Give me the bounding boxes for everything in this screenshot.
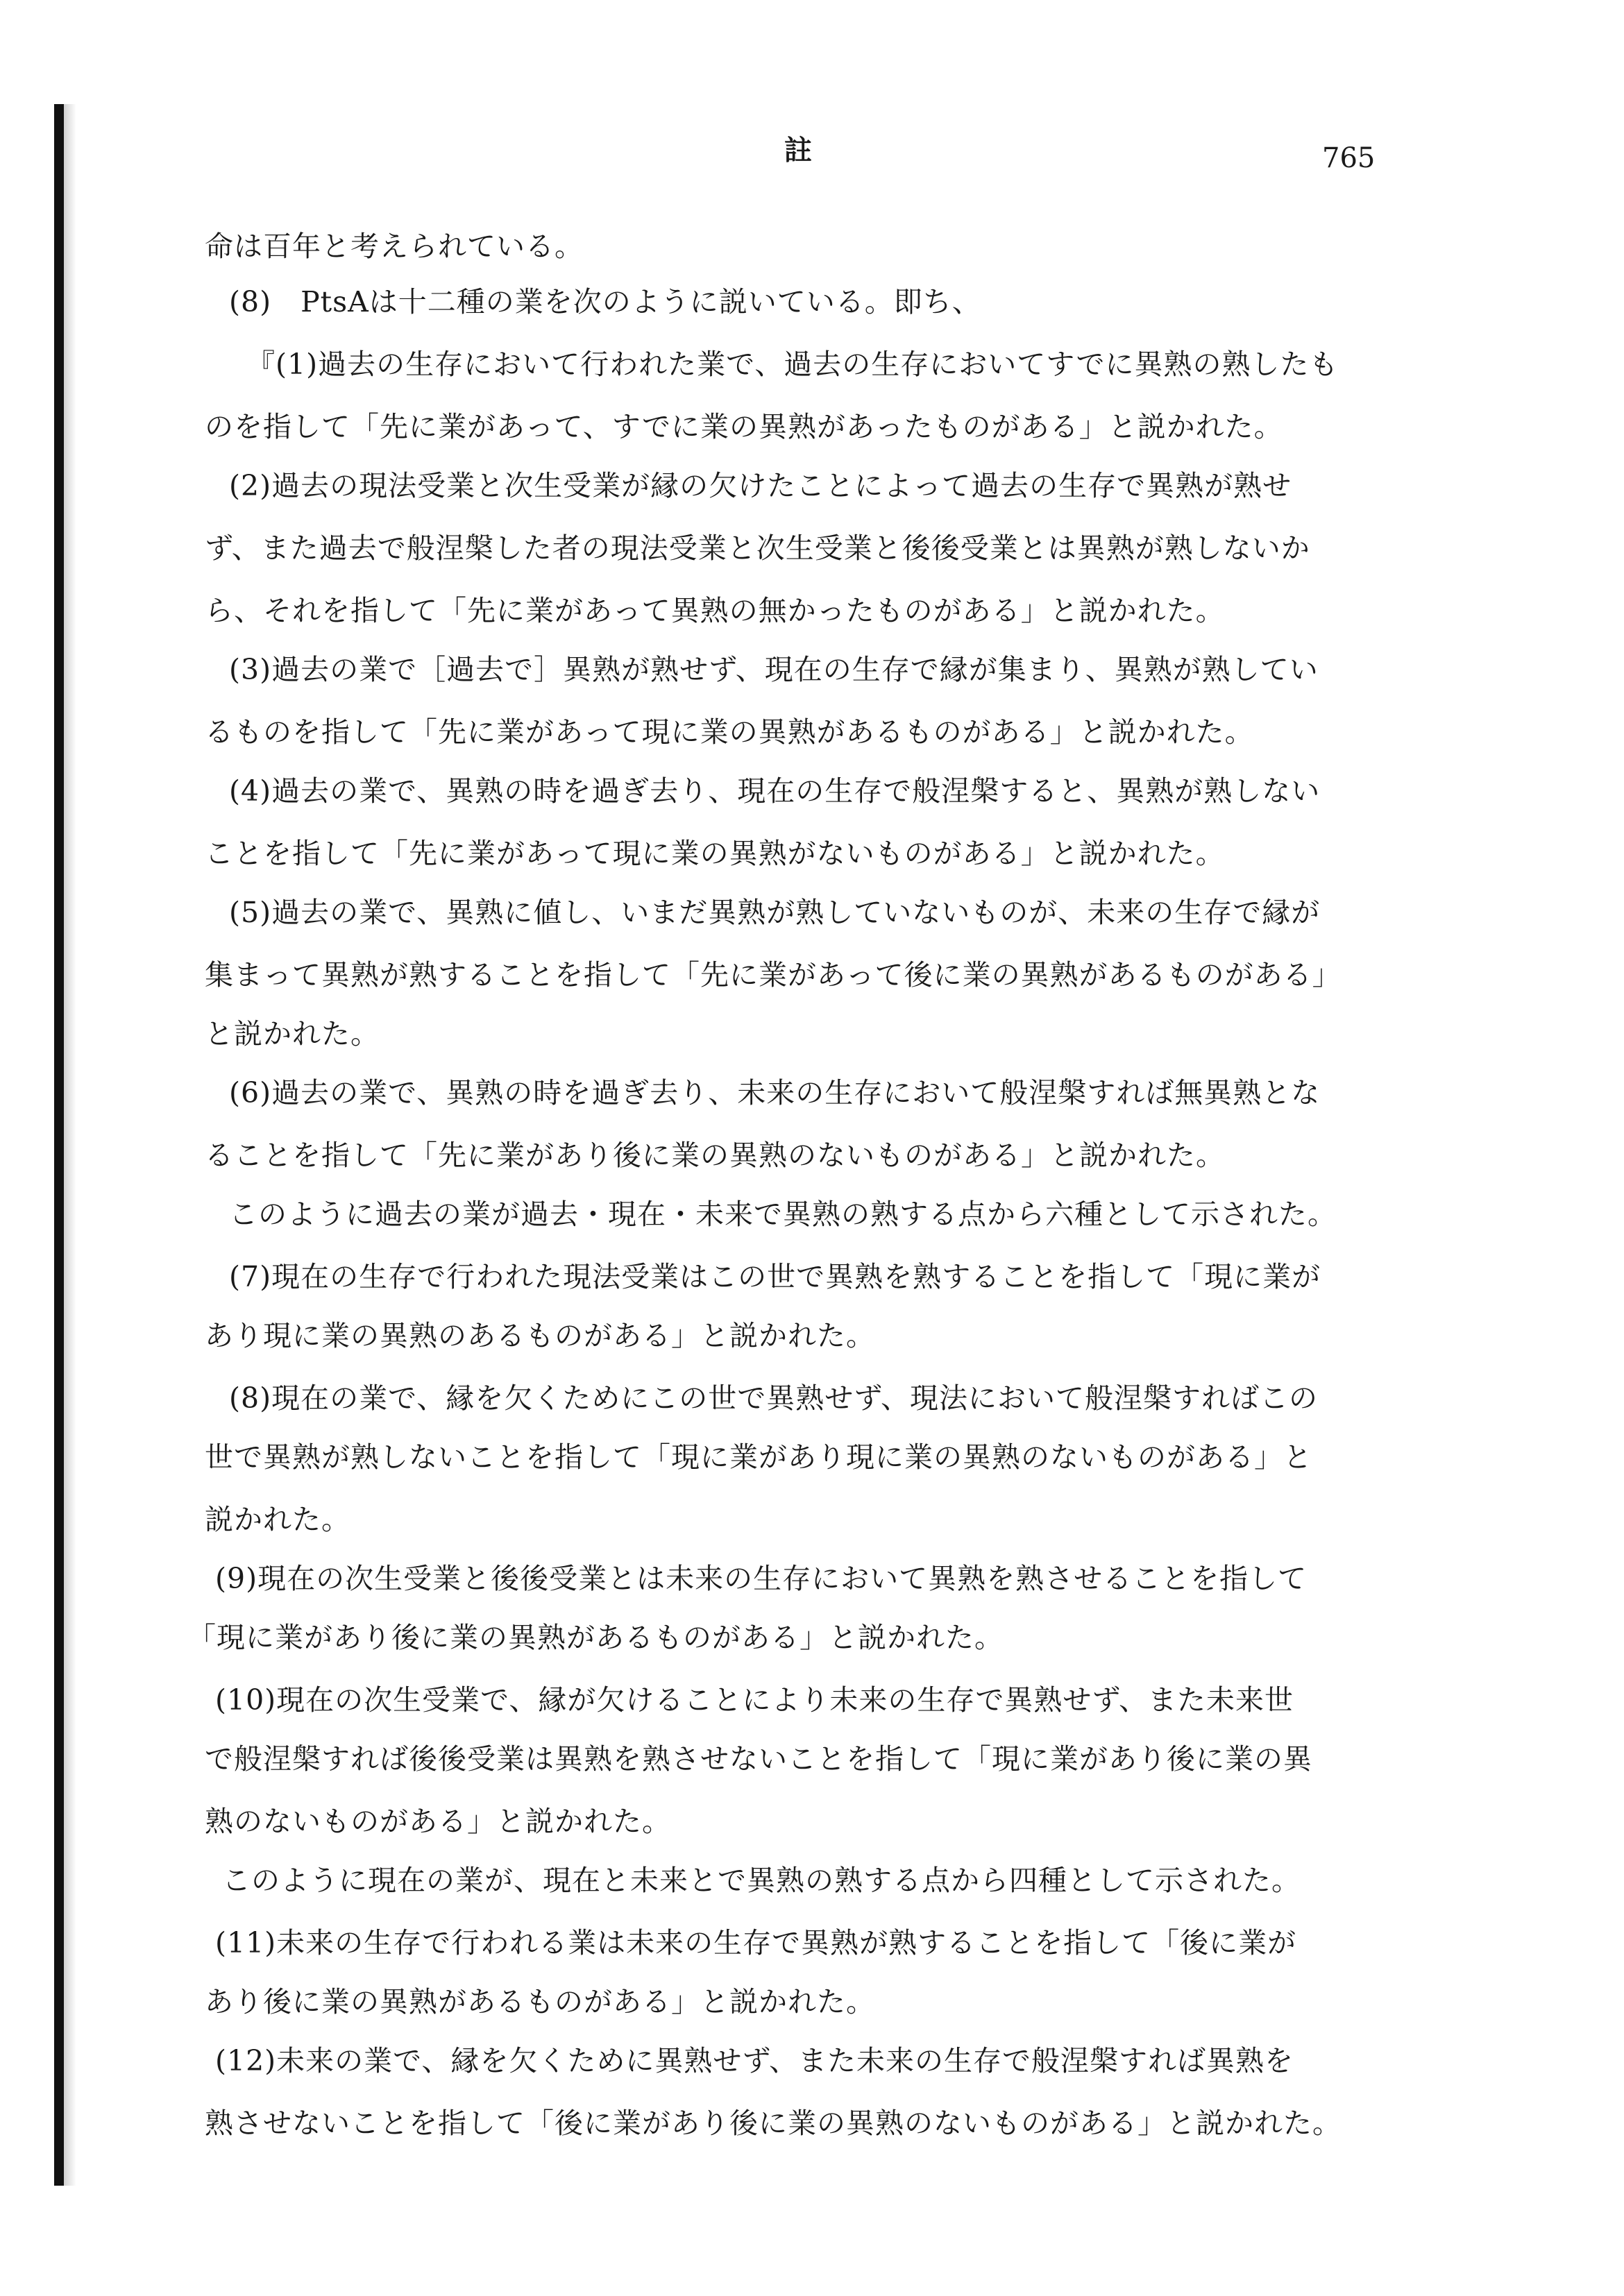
page-binding-shadow	[64, 104, 76, 2186]
text-line: (10)現在の次生受業で、縁が欠けることにより未来の生存で異熟せず、また未来世	[215, 1683, 1294, 1717]
text-line: あり後に業の異熟があるものがある」と説かれた。	[205, 1985, 875, 2018]
text-line: るものを指して「先に業があって現に業の異熟があるものがある」と説かれた。	[205, 715, 1254, 749]
text-line: ず、また過去で般涅槃した者の現法受業と次生受業と後後受業とは異熟が熟しないか	[205, 532, 1310, 565]
text-line: あり現に業の異熟のあるものがある」と説かれた。	[205, 1319, 875, 1352]
text-line: (4)過去の業で、異熟の時を過ぎ去り、現在の生存で般涅槃すると、異熟が熟しない	[229, 774, 1321, 808]
text-line: (8) PtsAは十二種の業を次のように説いている。即ち、	[229, 285, 981, 318]
page-number: 765	[1322, 142, 1376, 174]
running-header-title: 註	[784, 134, 812, 167]
text-line: (7)現在の生存で行われた現法受業はこの世で異熟を熟することを指して「現に業が	[229, 1260, 1321, 1293]
text-line: 「現に業があり後に業の異熟があるものがある」と説かれた。	[187, 1621, 1004, 1654]
text-line: (12)未来の業で、縁を欠くために異熟せず、また未来の生存で般涅槃すれば異熟を	[215, 2044, 1294, 2077]
text-line: のを指して「先に業があって、すでに業の異熟があったものがある」と説かれた。	[205, 410, 1283, 443]
text-line: 世で異熟が熟しないことを指して「現に業があり現に業の異熟のないものがある」と	[205, 1440, 1312, 1474]
text-line: 熟させないことを指して「後に業があり後に業の異熟のないものがある」と説かれた。	[205, 2107, 1342, 2140]
text-line: このように過去の業が過去・現在・未来で異熟の熟する点から六種として示された。	[229, 1198, 1337, 1231]
text-line: (2)過去の現法受業と次生受業が縁の欠けたことによって過去の生存で異熟が熟せ	[229, 469, 1292, 502]
text-line: (6)過去の業で、異熟の時を過ぎ去り、未来の生存において般涅槃すれば無異熟とな	[229, 1076, 1321, 1109]
text-line: 『(1)過去の生存において行われた業で、過去の生存においてすでに異熟の熟したも	[246, 348, 1339, 381]
text-line: ら、それを指して「先に業があって異熟の無かったものがある」と説かれた。	[205, 594, 1225, 627]
text-line: 集まって異熟が熟することを指して「先に業があって後に業の異熟があるものがある」	[205, 958, 1342, 992]
text-line: で般涅槃すれば後後受業は異熟を熟させないことを指して「現に業があり後に業の異	[205, 1742, 1312, 1776]
text-line: このように現在の業が、現在と未来とで異熟の熟する点から四種として示された。	[222, 1864, 1301, 1897]
page-binding-edge	[54, 104, 64, 2186]
text-line: 命は百年と考えられている。	[205, 230, 584, 263]
text-line: (8)現在の業で、縁を欠くためにこの世で異熟せず、現法において般涅槃すればこの	[229, 1381, 1318, 1415]
text-line: (9)現在の次生受業と後後受業とは未来の生存において異熟を熟させることを指して	[215, 1562, 1308, 1595]
text-line: (11)未来の生存で行われる業は未来の生存で異熟が熟することを指して「後に業が	[215, 1926, 1297, 1959]
text-line: (3)過去の業で［過去で］異熟が熟せず、現在の生存で縁が集まり、異熟が熟してい	[229, 653, 1319, 686]
text-line: 説かれた。	[205, 1503, 350, 1536]
text-line: ことを指して「先に業があって現に業の異熟がないものがある」と説かれた。	[205, 837, 1225, 870]
text-line: (5)過去の業で、異熟に値し、いまだ異熟が熟していないものが、未来の生存で縁が	[229, 896, 1321, 929]
text-line: ることを指して「先に業があり後に業の異熟のないものがある」と説かれた。	[205, 1139, 1225, 1172]
text-line: 熟のないものがある」と説かれた。	[205, 1805, 671, 1838]
text-line: と説かれた。	[205, 1017, 380, 1051]
